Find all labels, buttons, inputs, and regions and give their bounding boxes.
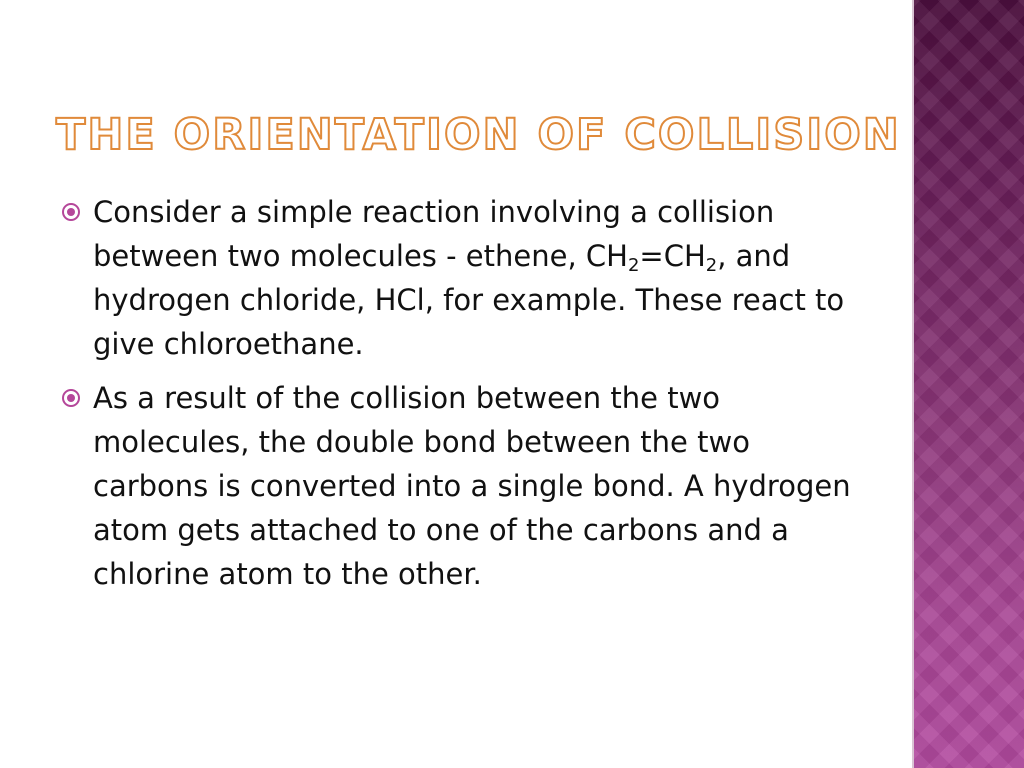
bullet-circle-icon xyxy=(62,203,80,221)
bullet-2-text: As a result of the collision between the two molecules, the double bond between the two carbons is converted into a single bond. A hydrogen atom gets attached to one of the carbons and a chlorine atom to the other. xyxy=(93,381,851,591)
bullet-1-text-a: Consider a simple reaction involving a collision between two molecules - ethene, CH xyxy=(93,195,775,273)
bullet-item-1 xyxy=(62,190,862,366)
bullet-1-subscript-a: 2 xyxy=(627,255,640,276)
bullet-1-text-b: =CH xyxy=(639,239,706,273)
decorative-sidebar xyxy=(912,0,1024,768)
slide-title: THE ORIENTATION OF COLLISION xyxy=(56,110,901,160)
bullet-item-2 xyxy=(62,376,862,596)
bullet-circle-icon xyxy=(62,389,80,407)
bullet-list xyxy=(62,190,862,606)
bullet-1-text-c: , and hydrogen chloride, HCl, for example. These react to give chloroethane. xyxy=(93,239,845,361)
bullet-1-subscript-b: 2 xyxy=(705,255,718,276)
